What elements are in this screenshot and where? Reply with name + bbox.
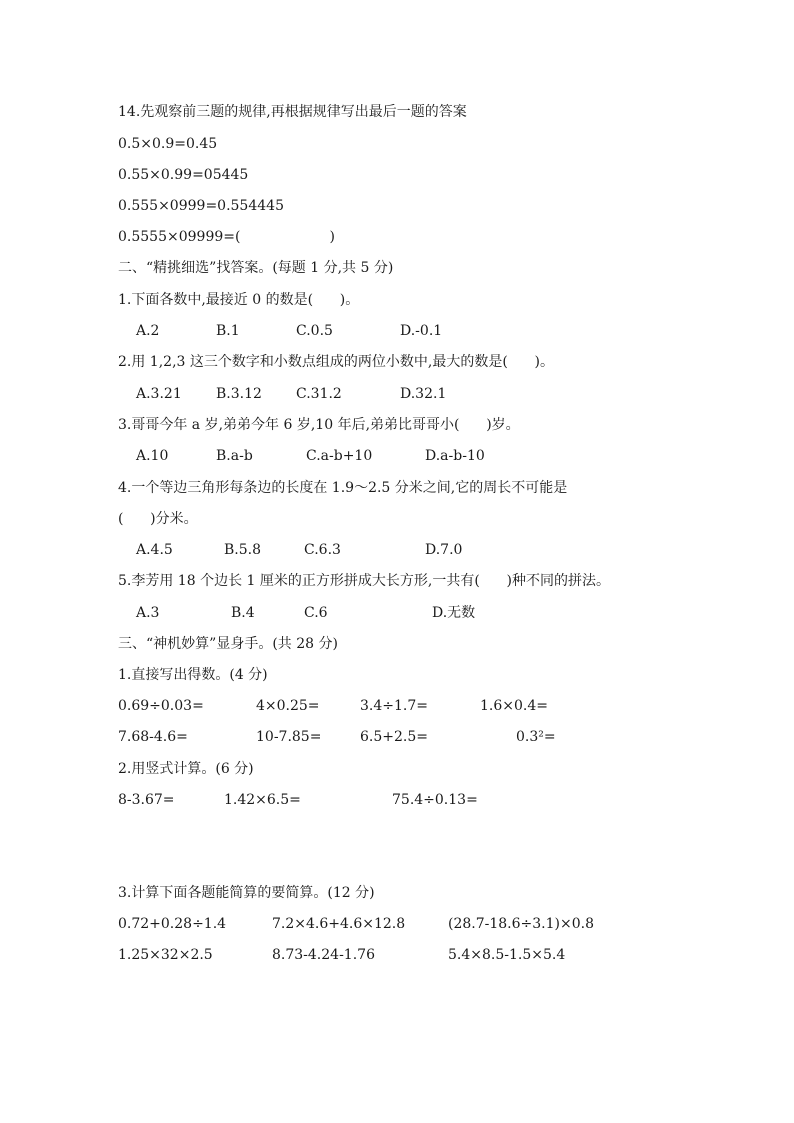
s2-q2-option-b: B.3.12: [216, 386, 262, 402]
s2-q1-text: 1.下面各数中,最接近 0 的数是( )。: [118, 292, 360, 308]
s2-q3-text: 3.哥哥今年 a 岁,弟弟今年 6 岁,10 年后,弟弟比哥哥小( )岁。: [118, 417, 520, 433]
s2-q5-text: 5.李芳用 18 个边长 1 厘米的正方形拼成大长方形,一共有( )种不同的拼法。: [118, 573, 610, 589]
q14-line-4: 0.5555×09999=( ): [118, 229, 335, 245]
s2-q1-option-b: B.1: [216, 323, 240, 339]
s2-q4-option-a: A.4.5: [136, 542, 173, 558]
s2-q5-option-d: D.无数: [432, 605, 476, 621]
q14-line-1: 0.5×0.9=0.45: [118, 136, 218, 152]
s2-q4-option-d: D.7.0: [425, 542, 463, 558]
s3-p3-item: 1.25×32×2.5: [118, 947, 213, 963]
s2-q4-option-c: C.6.3: [304, 542, 341, 558]
s3-p1-item: 0.69÷0.03=: [118, 698, 204, 714]
s2-q3-option-c: C.a-b+10: [306, 448, 373, 464]
section-3-title: 三、“神机妙算”显身手。(共 28 分): [118, 636, 338, 652]
q14-line-3: 0.555×0999=0.554445: [118, 198, 284, 214]
s3-p1-item: 7.68-4.6=: [118, 729, 188, 745]
s3-p1-item: 10-7.85=: [256, 729, 322, 745]
s2-q3-option-a: A.10: [136, 448, 169, 464]
q14-line-2: 0.55×0.99=05445: [118, 167, 249, 183]
s3-p2-item: 75.4÷0.13=: [392, 792, 478, 808]
s3-p2-item: 1.42×6.5=: [224, 792, 301, 808]
s2-q3-option-b: B.a-b: [216, 448, 253, 464]
s2-q2-option-c: C.31.2: [296, 386, 342, 402]
s2-q2-option-d: D.32.1: [400, 386, 447, 402]
s2-q4-text-cont: ( )分米。: [118, 511, 198, 527]
s3-p1-item: 6.5+2.5=: [360, 729, 428, 745]
s3-p1-item: 4×0.25=: [256, 698, 320, 714]
s2-q5-option-a: A.3: [136, 605, 160, 621]
s2-q4-option-b: B.5.8: [224, 542, 262, 558]
s3-p2-item: 8-3.67=: [118, 792, 175, 808]
s3-p1-item: 3.4÷1.7=: [360, 698, 428, 714]
s3-p1-item: 0.3²=: [516, 729, 556, 745]
s2-q2-option-a: A.3.21: [136, 386, 182, 402]
s3-p3-title: 3.计算下面各题能简算的要简算。(12 分): [118, 885, 375, 901]
s2-q1-option-a: A.2: [136, 323, 160, 339]
s3-p3-item: 5.4×8.5-1.5×5.4: [448, 947, 566, 963]
s2-q5-option-c: C.6: [304, 605, 328, 621]
s3-p2-title: 2.用竖式计算。(6 分): [118, 761, 254, 777]
s3-p1-item: 1.6×0.4=: [480, 698, 548, 714]
s3-p3-item: 7.2×4.6+4.6×12.8: [272, 916, 406, 932]
s3-p3-item: 0.72+0.28÷1.4: [118, 916, 227, 932]
s3-p3-item: 8.73-4.24-1.76: [272, 947, 375, 963]
s2-q3-option-d: D.a-b-10: [425, 448, 485, 464]
s3-p1-title: 1.直接写出得数。(4 分): [118, 667, 268, 683]
s2-q4-text: 4.一个等边三角形每条边的长度在 1.9～2.5 分米之间,它的周长不可能是: [118, 480, 568, 496]
s2-q1-option-d: D.-0.1: [400, 323, 443, 339]
q14-title: 14.先观察前三题的规律,再根据规律写出最后一题的答案: [118, 104, 467, 120]
s2-q5-option-b: B.4: [231, 605, 255, 621]
s2-q1-option-c: C.0.5: [296, 323, 333, 339]
s2-q2-text: 2.用 1,2,3 这三个数字和小数点组成的两位小数中,最大的数是( )。: [118, 354, 554, 370]
s3-p3-item: (28.7-18.6÷3.1)×0.8: [448, 916, 594, 932]
section-2-title: 二、“精挑细选”找答案。(每题 1 分,共 5 分): [118, 260, 394, 276]
